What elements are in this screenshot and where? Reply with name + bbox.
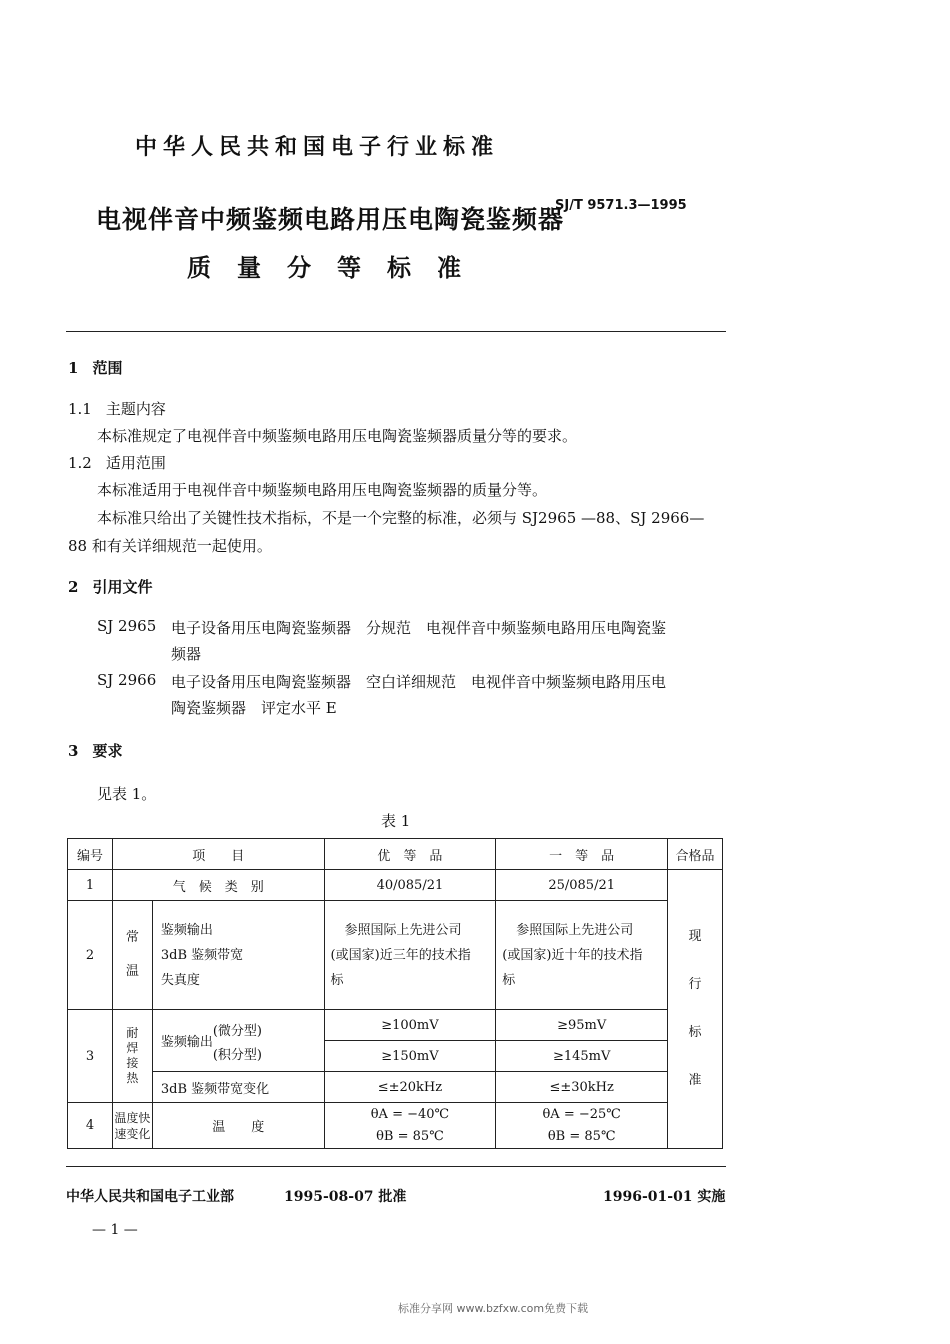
row3-first-3: ≤±30kHz (496, 1072, 668, 1103)
row3-num: 3 (68, 1010, 113, 1103)
footer-issuer: 中华人民共和国电子工业部 (66, 1189, 234, 1205)
sec3-title: 要求 (92, 742, 123, 760)
qualified-char-3: 标 (688, 1025, 702, 1040)
footer-effective: 1996-01-01 实施 (603, 1189, 726, 1205)
row3-item-a (152, 1010, 324, 1072)
row3-item-b: 3dB 鉴频带宽变化 (152, 1072, 324, 1103)
watermark: 标准分享网 www.bzfxw.com免费下载 (398, 1302, 589, 1315)
sec1-2-text-1: 本标准适用于电视伴音中频鉴频电路用压电陶瓷鉴频器的质量分等。 (97, 481, 548, 499)
row2-excellent-line-1: 参照国际上先进公司 (344, 922, 462, 938)
row4-item: 温 度 (152, 1103, 324, 1149)
title-line-2: 质量分等标准 (187, 253, 487, 282)
table-row (68, 870, 723, 901)
title-divider (66, 331, 726, 332)
row1-num: 1 (68, 870, 113, 901)
row2-excellent (324, 901, 496, 1010)
qualified-char-4: 准 (688, 1073, 702, 1088)
sec2-heading (68, 576, 152, 597)
row4-group-line-1: 温度快 (114, 1110, 151, 1125)
sec1-2-text-2a: 本标准只给出了关键性技术指标，不是一个完整的标准，必须与 SJ2965 —88、SJ 2966— (97, 509, 705, 527)
sec1-2-num: 1.2 (68, 454, 92, 472)
table-caption: 表 1 (381, 812, 411, 830)
sec3-num: 3 (68, 742, 79, 760)
row3-group (112, 1010, 152, 1103)
sec1-1-text: 本标准规定了电视伴音中频鉴频电路用压电陶瓷鉴频器质量分等的要求。 (97, 427, 578, 445)
row2-group-char-2: 温 (125, 964, 139, 979)
row3-excellent-2: ≥150mV (324, 1041, 496, 1072)
row2-item-3: 失真度 (160, 972, 200, 988)
table-row (68, 1072, 723, 1103)
table-row (68, 901, 723, 1010)
row3-group-char-1: 耐 (126, 1026, 139, 1040)
row4-first (496, 1103, 668, 1149)
footer-approved: 1995-08-07 批准 (284, 1189, 407, 1205)
th-num: 编号 (68, 839, 113, 870)
sec1-2-text-2b: 88 和有关详细规范一起使用。 (68, 537, 272, 555)
table-row (68, 1103, 723, 1149)
sec1-2-title: 适用范围 (105, 454, 166, 472)
row4-first-line-1: θA = −25℃ (542, 1106, 621, 1122)
row4-excellent-line-2: θB = 85℃ (376, 1128, 444, 1144)
ref-2-code: SJ 2966 (97, 671, 157, 689)
row2-excellent-line-3: 标 (330, 972, 344, 988)
row2-item-1: 鉴频输出 (160, 922, 213, 938)
row4-group-line-2: 速变化 (114, 1126, 151, 1141)
sec1-num: 1 (68, 359, 79, 377)
sec1-1-title: 主题内容 (105, 400, 166, 418)
row2-num: 2 (68, 901, 113, 1010)
ref-2-line-2: 陶瓷鉴频器 评定水平 E (171, 699, 337, 717)
sec1-heading (68, 357, 122, 378)
row3-item-a-sub-1: (微分型) (212, 1024, 263, 1039)
row1-item: 气 候 类 别 (112, 870, 324, 901)
th-item: 项 目 (112, 839, 324, 870)
standard-code: SJ/T 9571.3—1995 (555, 198, 687, 213)
ref-1-line-2: 频器 (171, 645, 202, 663)
row4-excellent (324, 1103, 496, 1149)
row2-first (496, 901, 668, 1010)
sec3-text: 见表 1。 (97, 785, 157, 803)
sec1-1-heading (68, 398, 166, 419)
row3-item-a-label: 鉴频输出 (160, 1035, 213, 1050)
standard-header: 中华人民共和国电子行业标准 (135, 134, 500, 160)
sec2-title: 引用文件 (92, 578, 153, 596)
row2-first-line-1: 参照国际上先进公司 (516, 922, 634, 938)
th-excellent: 优 等 品 (324, 839, 496, 870)
qualified-char-1: 现 (688, 929, 702, 944)
th-first: 一 等 品 (496, 839, 668, 870)
page-number: — 1 — (92, 1222, 138, 1238)
row3-group-char-3: 接 (126, 1056, 139, 1070)
row4-first-line-2: θB = 85℃ (547, 1128, 616, 1144)
row2-first-line-2: (或国家)近十年的技术指 (502, 947, 643, 963)
row4-group (112, 1103, 152, 1149)
sec3-heading (68, 740, 122, 761)
table-row (68, 1010, 723, 1041)
sec2-num: 2 (68, 578, 79, 596)
row2-excellent-line-2: (或国家)近三年的技术指 (330, 947, 471, 963)
row4-num: 4 (68, 1103, 113, 1149)
row3-item-a-sub-2: (积分型) (212, 1048, 263, 1063)
qualified-cell (668, 870, 723, 1149)
ref-1-line-1: 电子设备用压电陶瓷鉴频器 分规范 电视伴音中频鉴频电路用压电陶瓷鉴 (171, 619, 667, 637)
sec1-1-num: 1.1 (68, 400, 92, 418)
ref-2-line-1: 电子设备用压电陶瓷鉴频器 空白详细规范 电视伴音中频鉴频电路用压电 (171, 673, 667, 691)
row1-first: 25/085/21 (496, 870, 668, 901)
row1-excellent: 40/085/21 (324, 870, 496, 901)
qualified-char-2: 行 (688, 977, 702, 992)
requirements-table (67, 838, 723, 1149)
row3-group-char-2: 焊 (126, 1041, 139, 1055)
row2-items (152, 901, 324, 1010)
row3-first-1: ≥95mV (496, 1010, 668, 1041)
footer-divider (66, 1166, 726, 1167)
table-header-row (68, 839, 723, 870)
sec1-title: 范围 (92, 359, 123, 377)
row2-group-char-1: 常 (125, 930, 139, 945)
row2-item-2: 3dB 鉴频带宽 (160, 947, 244, 963)
th-qualified: 合格品 (668, 839, 723, 870)
row3-first-2: ≥145mV (496, 1041, 668, 1072)
sec1-2-heading (68, 452, 166, 473)
row2-group (112, 901, 152, 1010)
row4-excellent-line-1: θA = −40℃ (370, 1106, 450, 1122)
row3-excellent-1: ≥100mV (324, 1010, 496, 1041)
row3-excellent-3: ≤±20kHz (324, 1072, 496, 1103)
row2-first-line-3: 标 (502, 972, 516, 988)
title-line-1: 电视伴音中频鉴频电路用压电陶瓷鉴频器 (96, 205, 565, 234)
row3-group-char-4: 热 (126, 1071, 139, 1085)
ref-1-code: SJ 2965 (97, 617, 157, 635)
